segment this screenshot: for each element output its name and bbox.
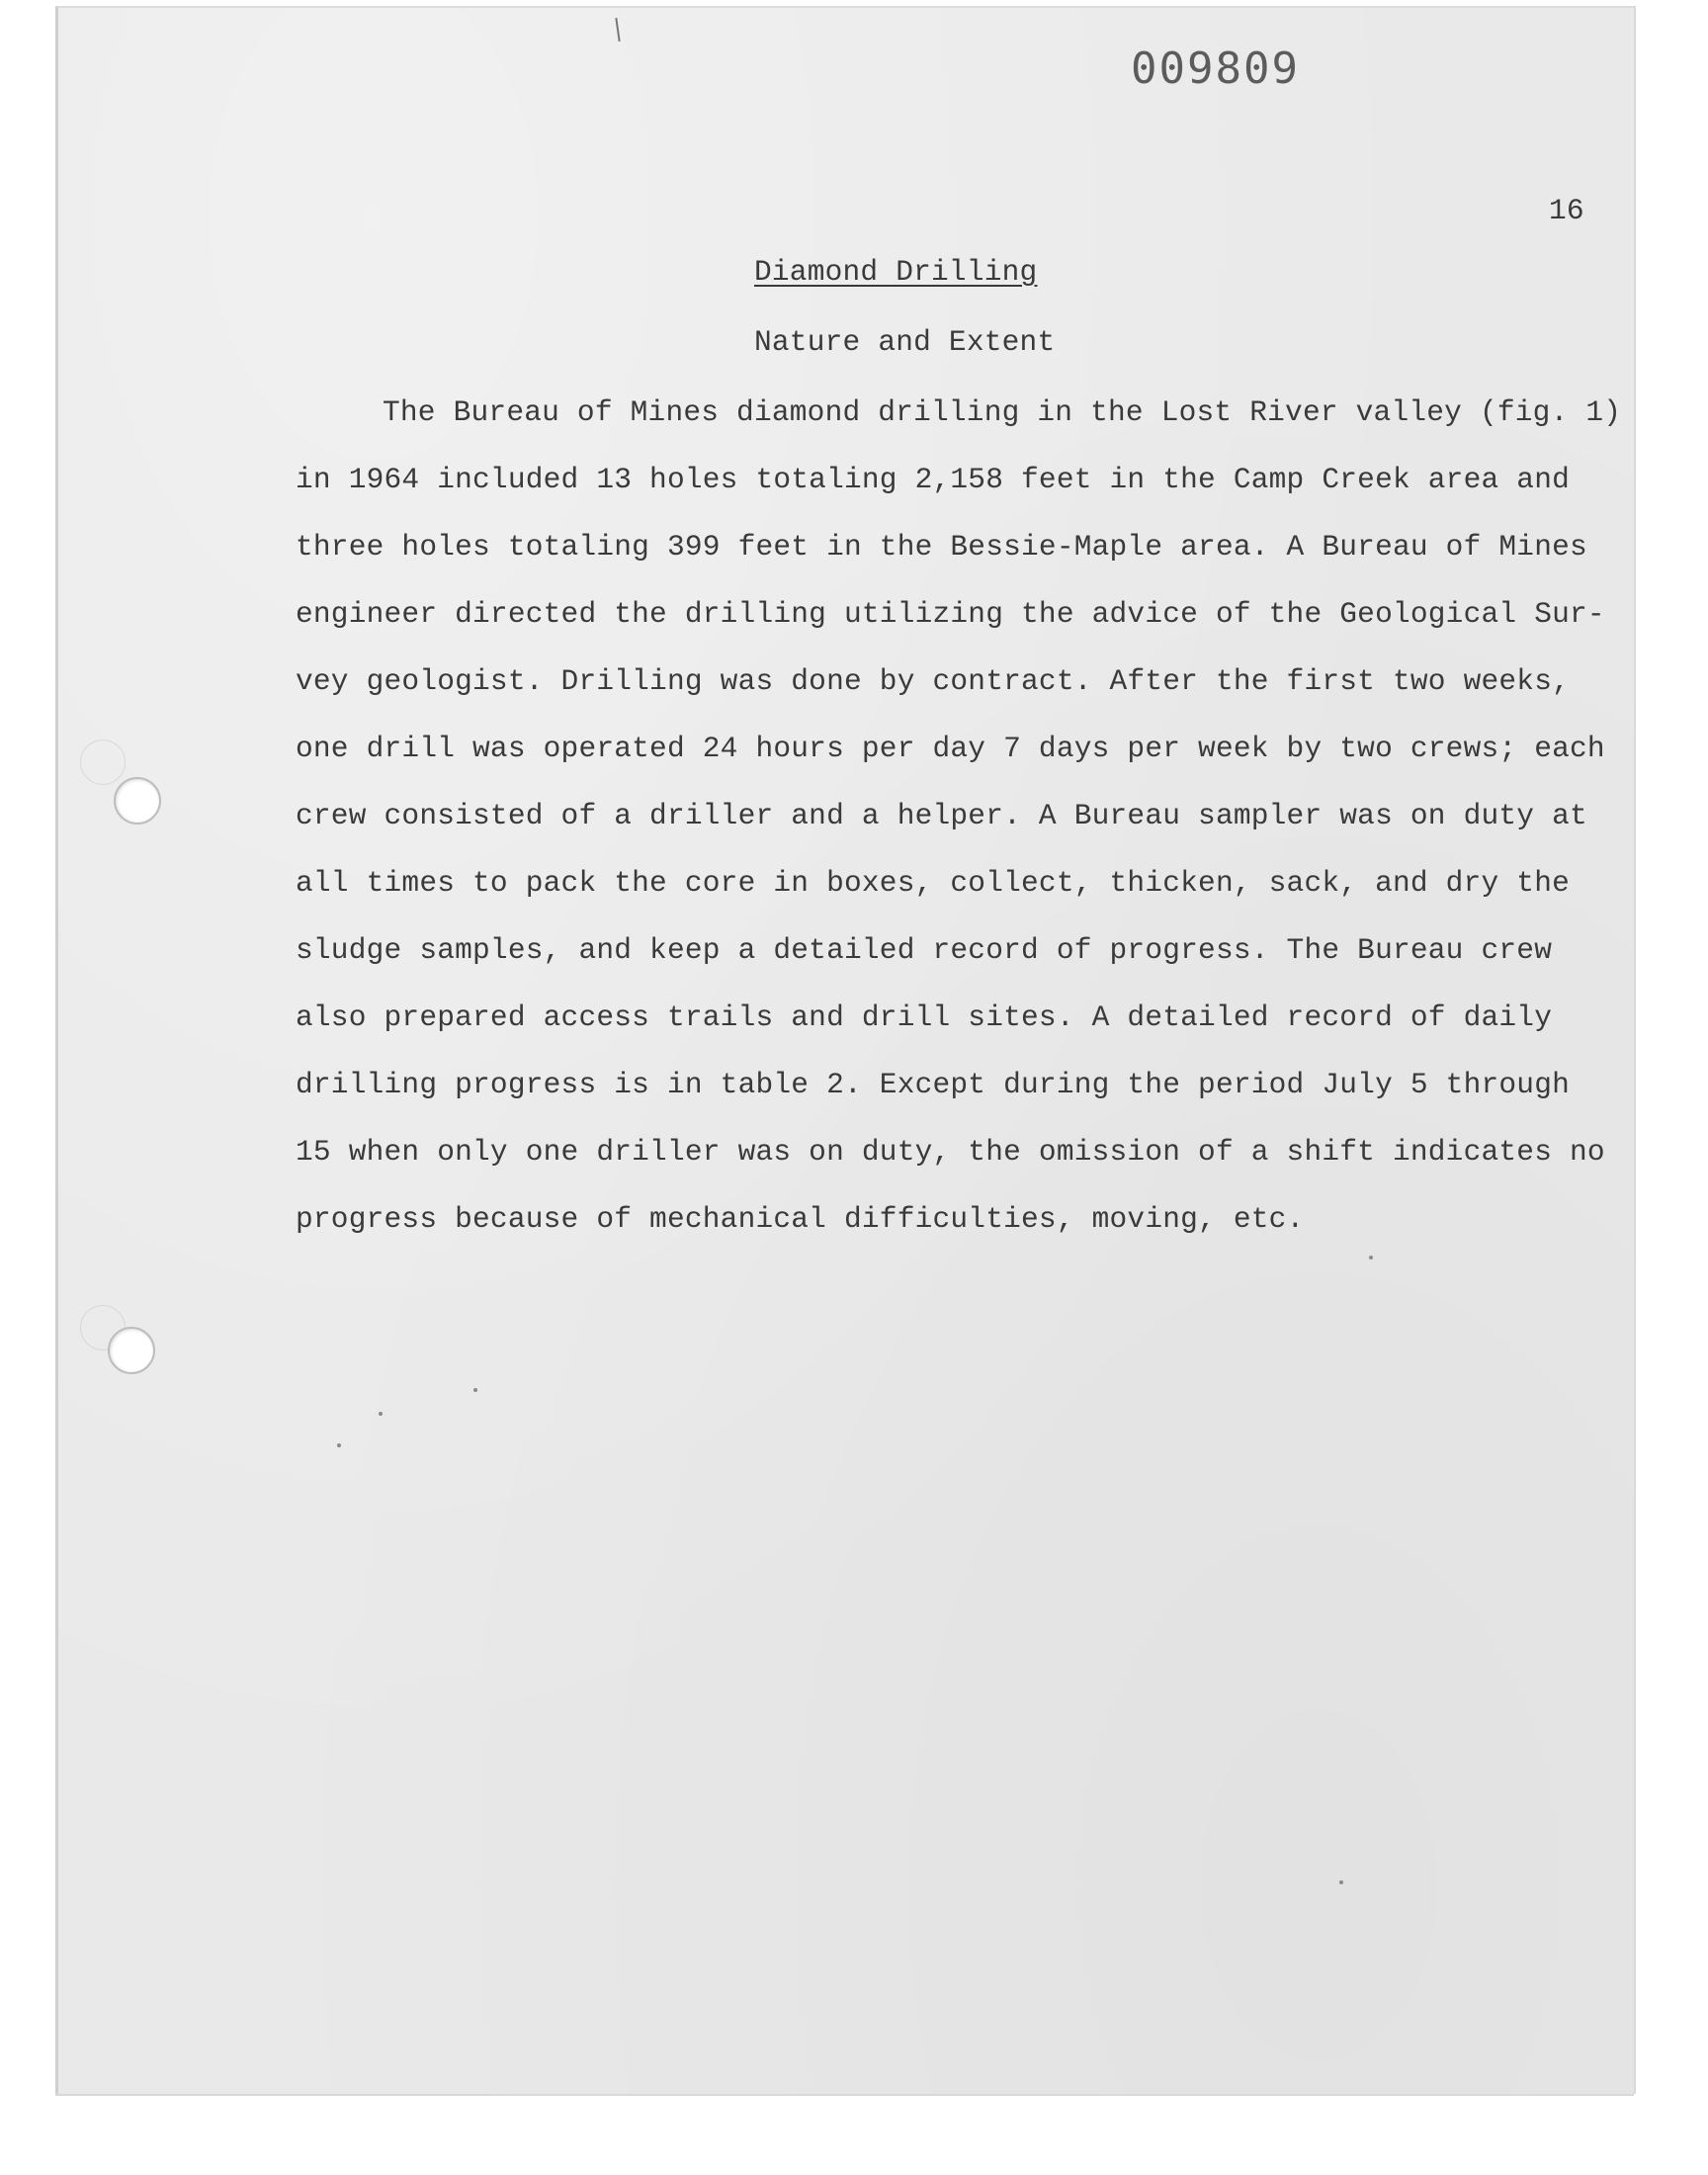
paragraph-line: The Bureau of Mines diamond drilling in the Lost River valley (fig. 1) (383, 395, 1622, 429)
paper-speck (473, 1388, 477, 1392)
punch-hole (114, 777, 161, 825)
paragraph-line: 15 when only one driller was on duty, the omission of a shift indicates no (296, 1135, 1605, 1169)
section-subheading: Nature and Extent (754, 325, 1056, 359)
paragraph-line: all times to pack the core in boxes, collect, thicken, sack, and dry the (296, 866, 1571, 900)
paragraph-line: vey geologist. Drilling was done by contract. After the first two weeks, (296, 664, 1571, 698)
paper-speck (379, 1412, 383, 1416)
document-page (55, 6, 1634, 2094)
page-number: 16 (1549, 194, 1584, 227)
pencil-mark (615, 18, 620, 42)
paper-speck (1369, 1256, 1373, 1260)
section-heading: Diamond Drilling (754, 255, 1038, 289)
punch-hole-shadow (80, 740, 126, 785)
paragraph-line: engineer directed the drilling utilizing the advice of the Geological Sur- (296, 597, 1605, 631)
paragraph-line: three holes totaling 399 feet in the Bessie-Maple area. A Bureau of Mines (296, 530, 1587, 564)
paragraph-line: in 1964 included 13 holes totaling 2,158 feet in the Camp Creek area and (296, 463, 1571, 496)
paragraph-line: crew consisted of a driller and a helper. A Bureau sampler was on duty at (296, 799, 1587, 832)
paragraph-line: progress because of mechanical difficulties, moving, etc. (296, 1202, 1305, 1236)
paragraph-line: sludge samples, and keep a detailed record of progress. The Bureau crew (296, 933, 1553, 967)
paragraph-line: also prepared access trails and drill sites. A detailed record of daily (296, 1000, 1553, 1034)
paragraph-line: one drill was operated 24 hours per day 7 days per week by two crews; each (296, 732, 1605, 765)
paper-speck (337, 1443, 341, 1447)
punch-hole (108, 1327, 155, 1374)
body-paragraph (296, 389, 1622, 1262)
paragraph-line: drilling progress is in table 2. Except during the period July 5 through (296, 1068, 1571, 1101)
paper-speck (1339, 1880, 1343, 1884)
document-stamp-number: 009809 (1131, 44, 1300, 94)
